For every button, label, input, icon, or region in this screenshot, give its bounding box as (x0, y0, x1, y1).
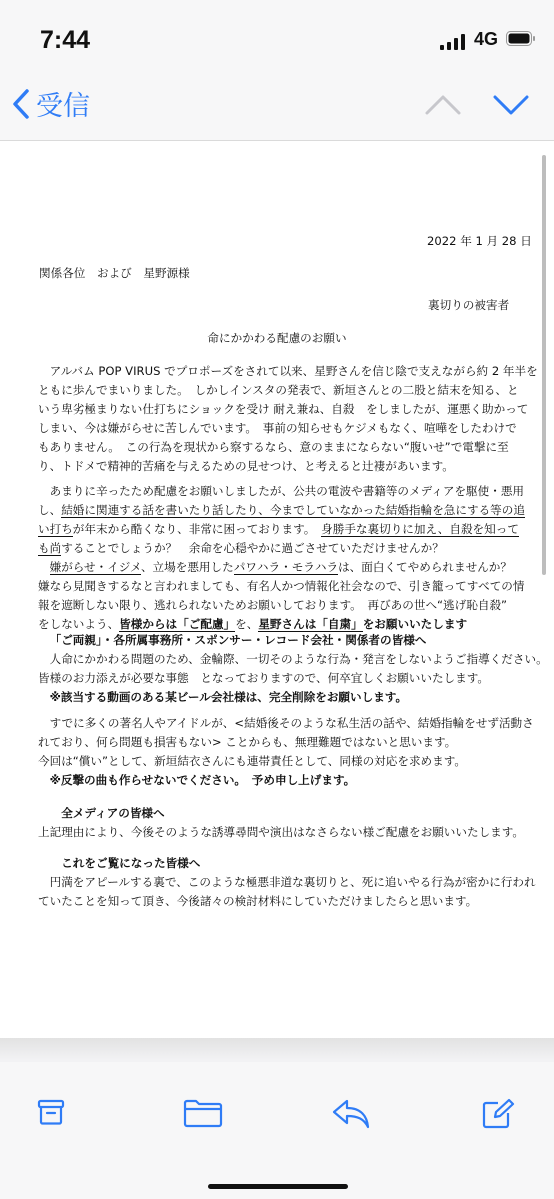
letter-recipients: 関係各位 および 星野源様 (39, 266, 190, 280)
letter-date: 2022 年 1 月 28 日 (427, 234, 532, 248)
network-type: 4G (474, 29, 499, 49)
text-line (38, 558, 514, 577)
text-segment: し、 (38, 503, 62, 517)
paragraph-1 (38, 362, 538, 476)
text-line: れており、何ら問題も損害もない> ことからも、無理難題ではないと思います。 (38, 735, 457, 749)
scrollbar[interactable] (542, 155, 546, 575)
text-line: しまい、今は嫌がらせに苦しんでいます。 事前の知らせもケジメもなく、喧嘩をしたわけで (38, 421, 517, 435)
text-line: もありません。 この行為を現状から察するなら、意のままにならない“腹いせ”で電撃に至 (38, 440, 509, 454)
archive-icon[interactable] (37, 1098, 65, 1126)
chevron-left-icon (12, 88, 30, 120)
letter-title: 命にかかわる配慮のお願い (207, 331, 347, 345)
text-line (38, 520, 519, 539)
text-line: あまりに辛ったため配慮をお願いしましたが、公共の電波や書籍等のメディアを駆使・悪用 (49, 484, 525, 498)
compose-icon[interactable] (481, 1098, 515, 1130)
text-line: すでに多くの著名人やアイドルが、<結婚後そのような私生活の話や、結婚指輪をせず活動さ (49, 716, 534, 730)
section-heading: 「ご両親」・各所属事務所・スポンサー・レコード会社・関係者の皆様へ (49, 633, 427, 647)
letter-sender: 裏切りの被害者 (428, 298, 510, 312)
bold-text: をお願いいたします (362, 617, 468, 631)
underlined-text: も尚 (38, 541, 62, 555)
reply-icon[interactable] (331, 1098, 371, 1130)
text-segment: をしないよう、 (38, 617, 120, 631)
status-bar (0, 0, 554, 80)
text-line: 報を遮断しない限り、逃れられないためお願いしております。 再びあの世へ“逃げ恥自殺” (38, 598, 508, 612)
text-line: アルバム POP VIRUS でプロポーズをされて以来、星野さんを信じ陰で支えながら約 2 年半を (49, 364, 538, 378)
folder-icon[interactable] (183, 1098, 223, 1128)
back-label: 受信 (36, 91, 90, 122)
back-button[interactable] (12, 84, 90, 123)
underlined-text: 嫌がらせ・イジメ (49, 560, 141, 574)
content-edge-shadow (0, 1038, 554, 1060)
bold-underlined-text: 皆様からは「ご配慮」 (119, 617, 236, 631)
underlined-text: い打ち (38, 522, 73, 536)
bold-note: ※反撃の曲も作らせないでください。 予め申し上げます。 (49, 773, 356, 787)
bold-note: ※該当する動画のある某ビール会社様は、完全削除をお願いします。 (49, 690, 408, 704)
text-line: 円満をアピールする裏で、このような極悪非道な裏切りと、死に追いやる行為が密かに行われ (49, 875, 536, 889)
bold-underlined-text: 星野さんは「自粛」 (258, 617, 363, 631)
text-line: 今回は“償い”として、新垣結衣さんにも連帯責任として、同様の対応を求めます。 (38, 754, 466, 768)
mail-nav-bar (0, 80, 554, 141)
text-segment: 、立場を悪用した (140, 560, 234, 574)
home-indicator[interactable] (208, 1184, 348, 1189)
text-line: いう卑劣極まりない仕打ちにショックを受け 耐え兼ね、自殺 をしましたが、運悪く助かって (38, 402, 529, 416)
text-segment: を、 (235, 617, 259, 631)
text-line: 上記理由により、今後そのような誘導尋問や演出はなさらない様ご配慮をお願いいたします。 (38, 825, 525, 839)
chevron-up-icon[interactable] (424, 92, 462, 118)
mail-toolbar (0, 1062, 554, 1199)
paragraph-5 (38, 804, 525, 842)
underlined-text: 身勝手な裏切りに加え、自殺を知って (321, 522, 519, 536)
section-heading: これをご覧になった皆様へ (61, 856, 201, 870)
chevron-down-icon[interactable] (492, 92, 530, 118)
text-segment: が年末から酷くなり、非常に困っております。 (72, 522, 322, 536)
paragraph-4 (38, 714, 534, 790)
paragraph-2 (38, 482, 525, 634)
text-line: 皆様のお力添えが必要な事態 となっておりますので、何卒宜しくお願いいたします。 (38, 671, 489, 685)
text-line: 人命にかかわる問題のため、金輪際、一切そのような行為・発言をしないようご指導ください。 (49, 652, 548, 666)
text-line (38, 539, 514, 558)
text-line: 嫌なら見聞きするなと言われましても、有名人かつ情報化社会なので、引き籠ってすべての情 (38, 579, 525, 593)
text-segment: は、面白くてやめられませんか？ (338, 560, 512, 574)
underlined-text: パワハラ・モラハラ (233, 560, 339, 574)
paragraph-3 (38, 631, 548, 707)
section-heading: 全メディアの皆様へ (61, 806, 165, 820)
cellular-signal-icon (440, 34, 466, 50)
text-segment: することでしょうか？ 余命を心穏やかに過ごさせていただけませんか？ (61, 541, 444, 555)
text-line: り、トドメで精神的苦痛を与えるための見せつけ、と考えると辻褄があいます。 (38, 459, 454, 473)
text-line: ともに歩んでまいりました。 しかしインスタの発表で、新垣さんとの二股と結末を知る、と (38, 383, 519, 397)
paragraph-6 (38, 854, 536, 911)
battery-icon (506, 31, 536, 46)
status-time: 7:44 (40, 26, 91, 54)
letter-attachment (0, 141, 554, 1038)
text-line (38, 501, 525, 520)
underlined-text: 結婚に関連する話を書いたり話したり、今までしていなかった結婚指輪を急にする等の追 (61, 503, 525, 517)
text-line: ていたことを知って頂き、今後諸々の検討材料にしていただけましたらと思います。 (38, 894, 478, 908)
